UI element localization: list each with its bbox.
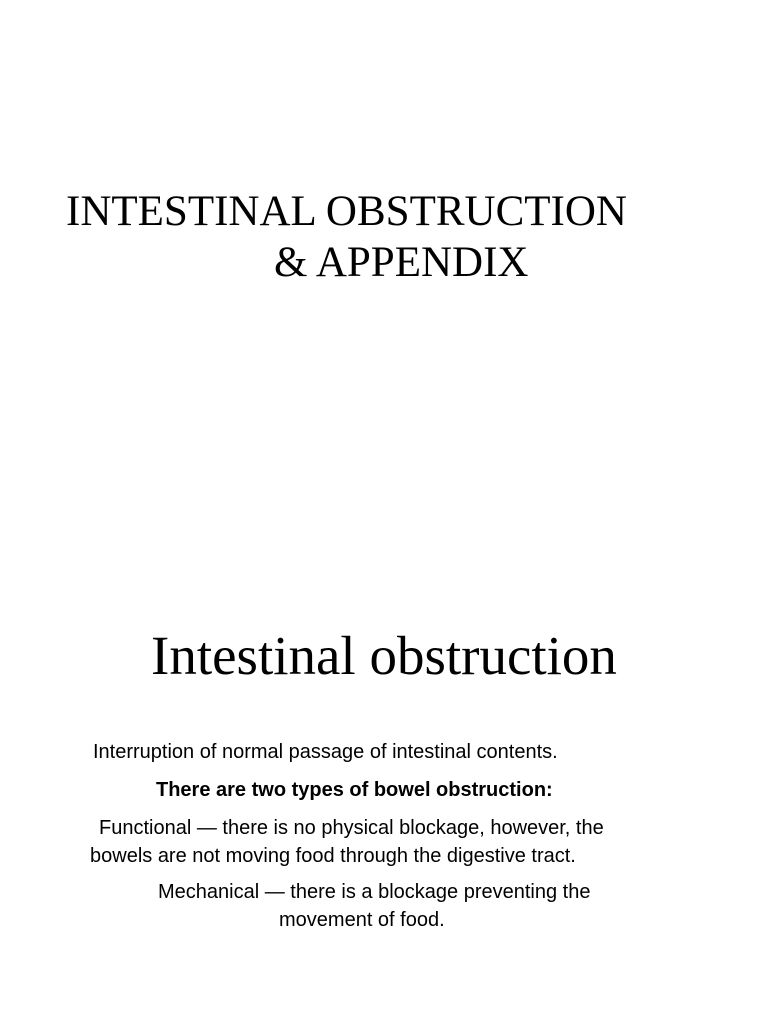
functional-line-1: Functional — there is no physical blockage, however, the	[99, 817, 604, 839]
functional-description	[0, 814, 768, 870]
mechanical-description	[0, 878, 768, 934]
title-line-1: INTESTINAL OBSTRUCTION	[66, 188, 627, 235]
title-line-2: & APPENDIX	[274, 239, 529, 286]
mechanical-line-1: Mechanical — there is a blockage preventing the	[158, 881, 591, 903]
definition-text: Interruption of normal passage of intestinal contents.	[93, 741, 558, 763]
mechanical-line-2: movement of food.	[279, 909, 445, 931]
presentation-title	[0, 186, 768, 288]
types-heading: There are two types of bowel obstruction:	[156, 779, 553, 801]
slide-title: Intestinal obstruction	[151, 625, 617, 686]
functional-line-2: bowels are not moving food through the digestive tract.	[90, 845, 576, 867]
content-slide	[0, 512, 768, 1024]
